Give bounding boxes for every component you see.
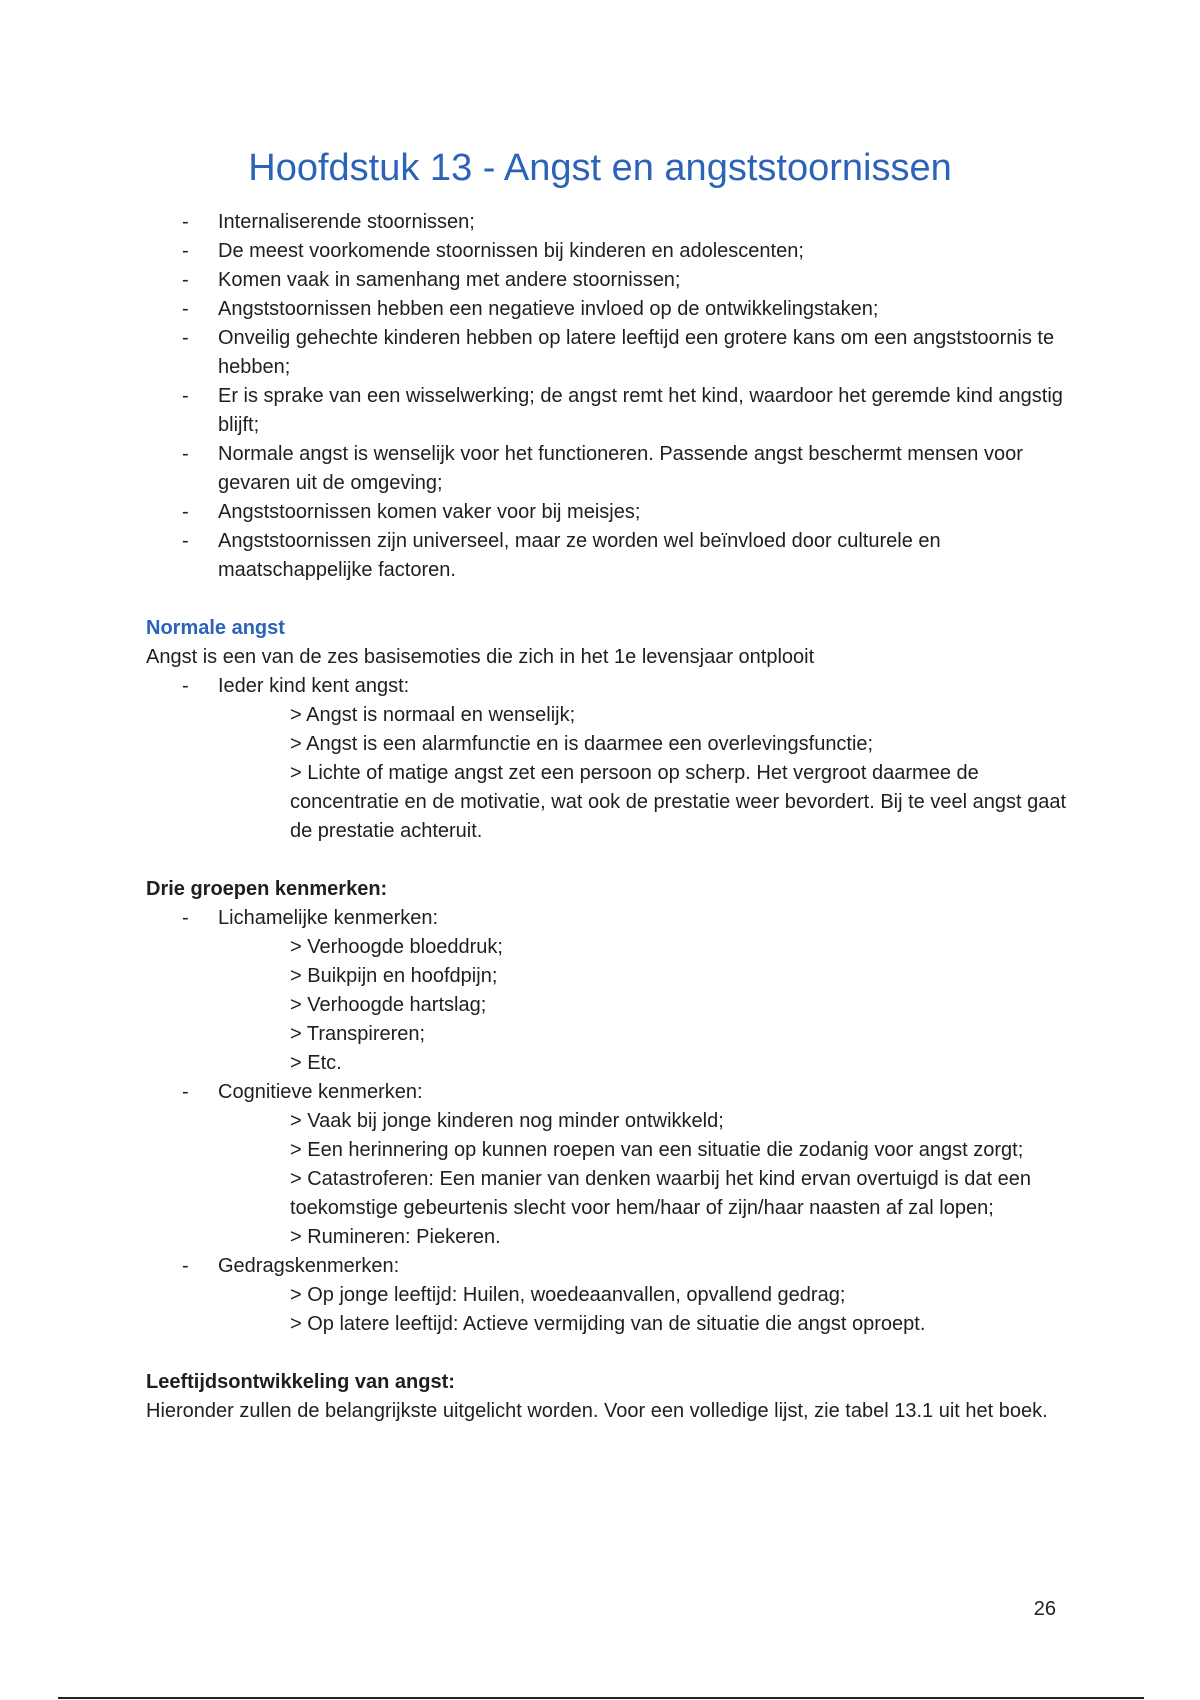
footer-divider <box>58 1697 1144 1699</box>
sub-item: > Verhoogde hartslag; <box>290 994 487 1016</box>
sub-item: > Transpireren; <box>290 1023 426 1045</box>
sub-item: > Lichte of matige angst zet een persoon op scherp. Het vergroot daarmee de concentratie en de motivatie, wat ook de prestatie weer bevordert. Bij te veel angst gaat de prestatie achteruit. <box>290 762 1066 842</box>
list-item: - Internaliserende stoornissen; <box>146 208 1066 237</box>
sub-item: > Rumineren: Piekeren. <box>290 1226 501 1248</box>
list-item: - Lichamelijke kenmerken: <box>146 904 1066 933</box>
section-heading-normale-angst: Normale angst <box>146 617 285 639</box>
list-item: - Komen vaak in samenhang met andere stoornissen; <box>146 266 1066 295</box>
sub-item: > Angst is normaal en wenselijk; <box>290 704 576 726</box>
intro-list <box>146 208 1066 585</box>
page-title: Hoofdstuk 13 - Angst en angststoornissen <box>248 147 952 189</box>
paragraph-leeftijd: Hieronder zullen de belangrijkste uitgelicht worden. Voor een volledige lijst, zie tabel 13.1 uit het boek. <box>146 1400 1048 1422</box>
paragraph-normale-angst: Angst is een van de zes basisemoties die zich in het 1e levensjaar ontplooit <box>146 646 815 668</box>
section-heading-kenmerken: Drie groepen kenmerken: <box>146 878 388 900</box>
list-item: - Cognitieve kenmerken: <box>146 1078 1066 1107</box>
list-item: - Angststoornissen hebben een negatieve invloed op de ontwikkelingstaken; <box>146 295 1066 324</box>
list-item: - Onveilig gehechte kinderen hebben op latere leeftijd een grotere kans om een angststoornis te hebben; <box>146 324 1066 382</box>
list-item: - Ieder kind kent angst: <box>146 672 1066 701</box>
list-item: - Angststoornissen zijn universeel, maar ze worden wel beïnvloed door culturele en maatschappelijke factoren. <box>146 527 1066 585</box>
sub-item: > Op latere leeftijd: Actieve vermijding van de situatie die angst oproept. <box>290 1313 926 1335</box>
sub-item: > Buikpijn en hoofdpijn; <box>290 965 498 987</box>
kenmerken-list-lichamelijk <box>146 904 1066 933</box>
sub-item: > Angst is een alarmfunctie en is daarmee een overlevingsfunctie; <box>290 733 874 755</box>
sub-item: > Op jonge leeftijd: Huilen, woedeaanvallen, opvallend gedrag; <box>290 1284 846 1306</box>
normale-angst-list <box>146 672 1066 701</box>
sub-item: > Een herinnering op kunnen roepen van een situatie die zodanig voor angst zorgt; <box>290 1139 1024 1161</box>
sub-item: > Catastroferen: Een manier van denken waarbij het kind ervan overtuigd is dat een toekomstige gebeurtenis slecht voor hem/haar of zijn/haar naasten af zal lopen; <box>290 1168 1031 1219</box>
kenmerken-list-gedrag <box>146 1252 1066 1281</box>
document-body <box>146 208 1066 1426</box>
sub-item: > Verhoogde bloeddruk; <box>290 936 503 958</box>
list-item: - Gedragskenmerken: <box>146 1252 1066 1281</box>
list-item: - Normale angst is wenselijk voor het functioneren. Passende angst beschermt mensen voor gevaren uit de omgeving; <box>146 440 1066 498</box>
kenmerken-list-cognitief <box>146 1078 1066 1107</box>
page-number: 26 <box>1033 1598 1056 1620</box>
sub-item: > Etc. <box>290 1052 342 1074</box>
list-item: - De meest voorkomende stoornissen bij kinderen en adolescenten; <box>146 237 1066 266</box>
list-item: - Er is sprake van een wisselwerking; de angst remt het kind, waardoor het geremde kind angstig blijft; <box>146 382 1066 440</box>
list-item: - Angststoornissen komen vaker voor bij meisjes; <box>146 498 1066 527</box>
section-heading-leeftijd: Leeftijdsontwikkeling van angst: <box>146 1371 455 1393</box>
sub-item: > Vaak bij jonge kinderen nog minder ontwikkeld; <box>290 1110 724 1132</box>
